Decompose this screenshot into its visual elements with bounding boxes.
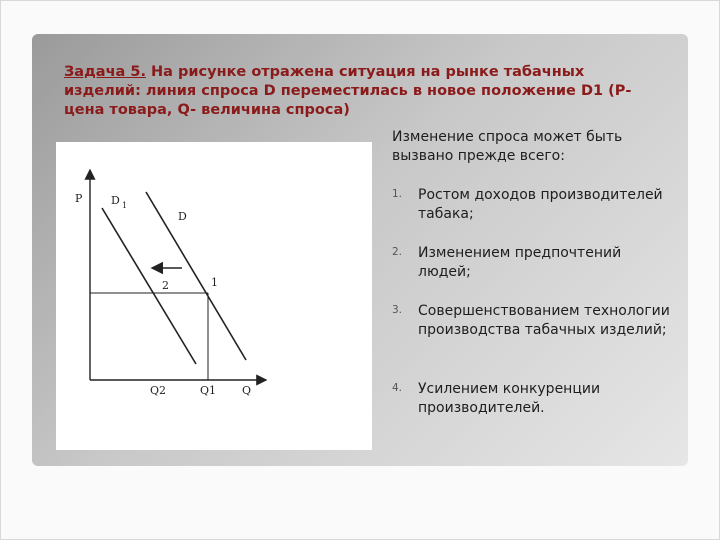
q1-label: Q1	[200, 384, 217, 397]
demand-curve-d	[146, 192, 246, 360]
demand-graph-svg	[56, 142, 372, 450]
curve-d1-label: D	[111, 194, 120, 207]
demand-curve-d1	[102, 208, 196, 364]
option-text: Совершенствованием технологии производства табачных изделий;	[418, 303, 670, 338]
question-intro: Изменение спроса может быть вызвано прежде всего:	[392, 129, 623, 164]
option-text: Изменением предпочтений людей;	[418, 245, 622, 280]
option-text: Ростом доходов производителей табака;	[418, 187, 663, 222]
demand-graph	[56, 142, 372, 450]
point-2-label: 2	[162, 279, 169, 292]
option-number: 2.	[392, 246, 403, 258]
task-text: На рисунке отражена ситуация на рынке табачных изделий: линия спроса D переместилась в новое положение D1 (Р-цена товара, Q- величина спроса)	[64, 64, 632, 118]
curve-d1-subscript: 1	[122, 201, 128, 210]
x-axis-label: Q	[242, 384, 252, 397]
curve-d-label: D	[178, 210, 187, 223]
task-label: Задача 5.	[64, 64, 146, 80]
y-axis-label: P	[75, 192, 83, 205]
task-statement	[64, 63, 664, 120]
option-number: 1.	[392, 188, 403, 200]
option-text: Усилением конкуренции производителей.	[418, 381, 601, 416]
point-1-label: 1	[211, 276, 218, 289]
q2-label: Q2	[150, 384, 167, 397]
option-number: 3.	[392, 304, 403, 316]
option-number: 4.	[392, 382, 403, 394]
